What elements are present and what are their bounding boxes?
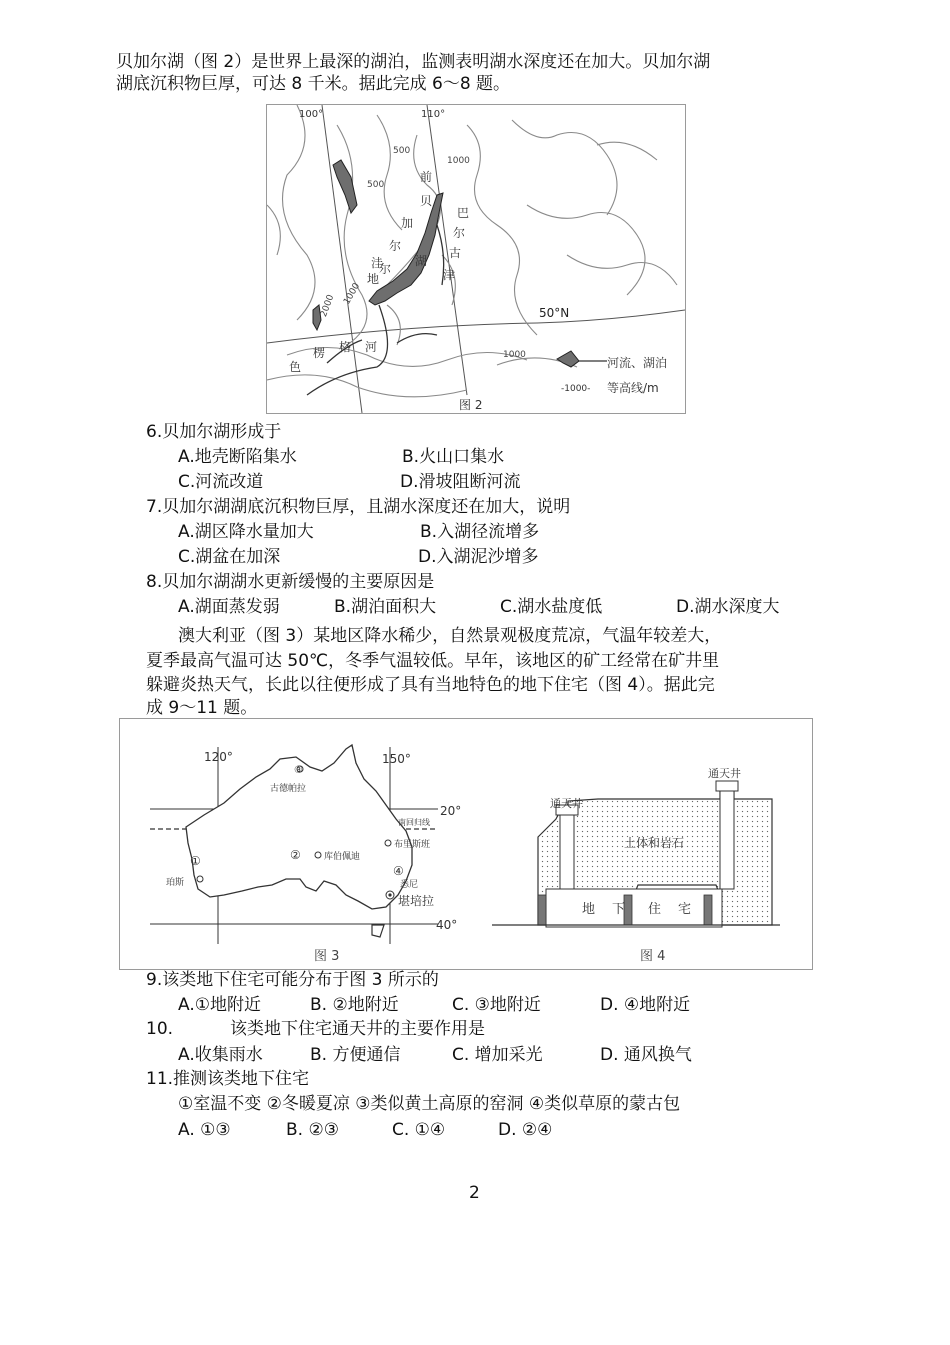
- latitude-40-label: 40°: [436, 918, 458, 932]
- q8-option-d: D.湖水深度大: [676, 597, 780, 617]
- intro2-line2: 夏季最高气温可达 50℃，冬季气温较低。早年，该地区的矿工经常在矿井里: [146, 651, 720, 671]
- q9-option-a: A.①地附近: [178, 995, 261, 1015]
- house-char: 宅: [678, 902, 692, 917]
- latitude-20-label: 20°: [440, 804, 462, 818]
- place-char: 尔: [389, 239, 402, 253]
- q11-option-c: C. ①④: [392, 1120, 446, 1140]
- intro2-line4: 成 9～11 题。: [146, 698, 258, 718]
- place-char: 色: [289, 360, 302, 374]
- shaft-left-label: 通天井: [550, 797, 583, 810]
- q10-option-b: B. 方便通信: [310, 1045, 401, 1065]
- q6-option-c: C.河流改道: [178, 472, 264, 492]
- figure-3-4-panel: [119, 718, 813, 970]
- kubo-label: 库伯佩迪: [324, 852, 361, 862]
- q6-option-d: D.滑坡阻断河流: [400, 472, 521, 492]
- q9-stem: 9.该类地下住宅可能分布于图 3 所示的: [146, 970, 439, 990]
- place-char: 巴: [457, 206, 470, 220]
- q11-statements: ①室温不变 ②冬暖夏凉 ③类似黄土高原的窑洞 ④类似草原的蒙古包: [178, 1094, 681, 1114]
- q9-option-d: D. ④地附近: [600, 995, 691, 1015]
- contour-label: 500: [367, 180, 385, 190]
- q7-option-c: C.湖盆在加深: [178, 547, 281, 567]
- legend-contour-label: 等高线/m: [607, 381, 659, 395]
- place-char: 楞: [313, 346, 326, 360]
- q11-stem: 11.推测该类地下住宅: [146, 1069, 310, 1089]
- figure-2-caption: 图 2: [459, 398, 483, 412]
- place-char: 贝: [420, 194, 433, 208]
- shaft-right-label: 通天井: [708, 767, 741, 780]
- brisbane-label: 布里斯班: [394, 840, 431, 850]
- place-char: 地: [367, 272, 380, 286]
- place-char: 尔: [453, 226, 466, 240]
- page-number: 2: [469, 1183, 480, 1203]
- q7-stem: 7.贝加尔湖湖底沉积物巨厚，且湖水深度还在加大，说明: [146, 497, 571, 517]
- q10-option-c: C. 增加采光: [452, 1045, 543, 1065]
- intro1-line2: 湖底沉积物巨厚，可达 8 千米。据此完成 6～8 题。: [116, 74, 511, 94]
- q7-option-d: D.入湖泥沙增多: [418, 547, 539, 567]
- contour-label: 1000: [342, 281, 363, 307]
- intro1-line1: 贝加尔湖（图 2）是世界上最深的湖泊，监测表明湖水深度还在加大。贝加尔湖: [116, 52, 711, 72]
- legend-contour-sample: -1000-: [561, 384, 591, 394]
- q10-stem: 该类地下住宅通天井的主要作用是: [230, 1019, 485, 1039]
- marker-1: ①: [190, 854, 201, 868]
- q9-option-b: B. ②地附近: [310, 995, 399, 1015]
- marker-2: ②: [290, 848, 301, 862]
- baikal-map-drawing: [267, 105, 685, 413]
- house-char: 地: [582, 902, 596, 917]
- contour-label: 500: [393, 146, 411, 156]
- q7-option-b: B.入湖径流增多: [420, 522, 540, 542]
- q11-option-a: A. ①③: [178, 1120, 231, 1140]
- marker-4: ④: [393, 864, 404, 878]
- house-char: 下: [612, 902, 626, 917]
- figure-4-underground-house: [492, 766, 780, 964]
- figure-3-caption: 图 3: [314, 949, 340, 964]
- contour-label: 1000: [503, 350, 526, 360]
- q8-option-a: A.湖面蒸发弱: [178, 597, 280, 617]
- q8-option-b: B.湖泊面积大: [334, 597, 437, 617]
- gudebala-label: 古德帕拉: [270, 784, 307, 794]
- sydney-label: 悉尼: [400, 880, 419, 890]
- longitude-120-label: 120°: [204, 750, 233, 764]
- intro2-line3: 躲避炎热天气，长此以往便形成了具有当地特色的地下住宅（图 4）。据此完: [146, 675, 715, 695]
- q11-option-b: B. ②③: [286, 1120, 339, 1140]
- figure-3-australia-map: [150, 745, 461, 964]
- contour-label: 2000: [319, 293, 337, 319]
- q10-option-a: A.收集雨水: [178, 1045, 263, 1065]
- rock-label: 土体和岩石: [624, 836, 685, 850]
- marker-3: ③: [294, 765, 303, 776]
- longitude-100-label: 100°: [299, 109, 324, 120]
- tropic-label: 南回归线: [398, 818, 430, 827]
- longitude-150-label: 150°: [382, 752, 411, 766]
- q11-option-d: D. ②④: [498, 1120, 553, 1140]
- figure-2-baikal-map: [266, 104, 686, 414]
- intro2-line1: 澳大利亚（图 3）某地区降水稀少，自然景观极度荒凉，气温年较差大，: [178, 626, 722, 646]
- canberra-label: 堪培拉: [398, 894, 435, 908]
- perth-label: 珀斯: [166, 878, 185, 888]
- legend-river-lake-label: 河流、湖泊: [607, 356, 668, 370]
- place-char: 古: [449, 246, 462, 260]
- q10-number: 10.: [146, 1019, 174, 1039]
- q10-option-d: D. 通风换气: [600, 1045, 692, 1065]
- place-char: 河: [365, 340, 378, 354]
- place-char: 加: [401, 216, 414, 230]
- q8-stem: 8.贝加尔湖湖水更新缓慢的主要原因是: [146, 572, 435, 592]
- place-char: 格: [339, 340, 352, 354]
- q9-option-c: C. ③地附近: [452, 995, 541, 1015]
- q7-option-a: A.湖区降水量加大: [178, 522, 314, 542]
- q6-stem: 6.贝加尔湖形成于: [146, 422, 282, 442]
- place-char: 尔: [379, 262, 392, 276]
- place-char: 津: [443, 268, 456, 282]
- figure-3-4-drawing: [120, 719, 812, 969]
- place-char: 前: [420, 170, 433, 184]
- legend-lake-swatch: [557, 351, 579, 367]
- q6-option-b: B.火山口集水: [402, 447, 505, 467]
- longitude-110-label: 110°: [421, 109, 446, 120]
- house-char: 住: [648, 902, 662, 917]
- q8-option-c: C.湖水盐度低: [500, 597, 603, 617]
- place-char: 洼: [371, 256, 384, 270]
- figure-4-caption: 图 4: [640, 949, 666, 964]
- place-char: 湖: [415, 254, 428, 268]
- contour-label: 1000: [447, 156, 470, 166]
- latitude-50n-label: 50°N: [539, 306, 570, 320]
- q6-option-a: A.地壳断陷集水: [178, 447, 297, 467]
